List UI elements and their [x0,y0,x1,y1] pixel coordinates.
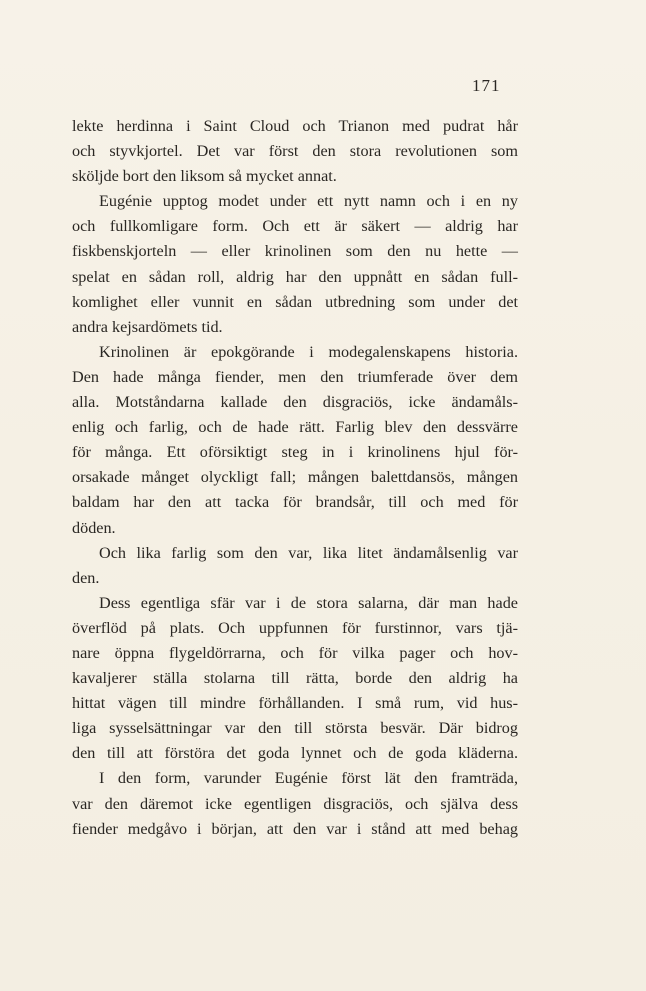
text-line: orsakade månget olyckligt fall; mången balettdansös, mången [72,468,518,487]
paragraph [72,541,518,591]
paragraph [72,114,518,189]
text-line: Krinolinen är epokgörande i modegalenskapens historia. [99,342,518,361]
text-line: och styvkjortel. Det var först den stora revolutionen som [72,142,518,161]
text-line: för många. Ett oförsiktigt steg in i krinolinens hjul för- [72,443,518,462]
text-line: Dess egentliga sfär var i de stora salarna, där man hade [99,593,518,612]
text-line: kavaljerer ställa stolarna till rätta, borde den aldrig ha [72,669,518,688]
paragraph [72,766,518,841]
text-line: spelat en sådan roll, aldrig har den uppnått en sådan full- [72,267,518,286]
text-line: var den däremot icke egentligen disgraciös, och själva dess [72,794,518,813]
text-line: I den form, varunder Eugénie först lät den framträda, [99,769,518,788]
text-line: lekte herdinna i Saint Cloud och Trianon med pudrat hår [72,117,518,135]
text-line: Den hade många fiender, men den triumferade över dem [72,367,518,386]
text-line: den till att förstöra det goda lynnet och de goda kläderna. [72,744,518,763]
text-line: baldam har den att tacka för brandsår, till och med för [72,493,518,512]
paragraph [72,340,518,541]
text-line: nare öppna flygeldörrarna, och för vilka pager och hov- [72,643,518,662]
text-line: fiskbenskjorteln — eller krinolinen som den nu hette — [72,242,518,261]
text-line: Eugénie upptog modet under ett nytt namn och i en ny [99,192,518,211]
text-line: överflöd på plats. Och uppfunnen för furstinnor, vars tjä- [72,618,518,637]
text-line: hittat vägen till mindre förhållanden. I små rum, vid hus- [72,694,518,713]
text-line: enlig och farlig, och de hade rätt. Farlig blev den dessvärre [72,418,518,437]
text-line: Och lika farlig som den var, lika litet ändamålsenlig var [99,543,518,562]
text-line: och fullkomligare form. Och ett är säkert — aldrig har [72,217,518,236]
text-line: komlighet eller vunnit en sådan utbredning som under det [72,292,518,311]
text-line: liga sysselsättningar var den till största besvär. Där bidrog [72,719,518,738]
body-text [72,114,518,842]
page-number: 171 [472,76,501,95]
text-line: alla. Motståndarna kallade den disgraciös, icke ändamåls- [72,393,518,412]
text-line: andra kejsardömets tid. [72,317,223,336]
text-line: sköljde bort den liksom så mycket annat. [72,167,337,186]
paragraph [72,591,518,767]
text-line: döden. [72,518,116,537]
text-line: fiender medgåvo i början, att den var i stånd att med behag [72,819,518,838]
text-line: den. [72,568,100,587]
paragraph [72,189,518,340]
